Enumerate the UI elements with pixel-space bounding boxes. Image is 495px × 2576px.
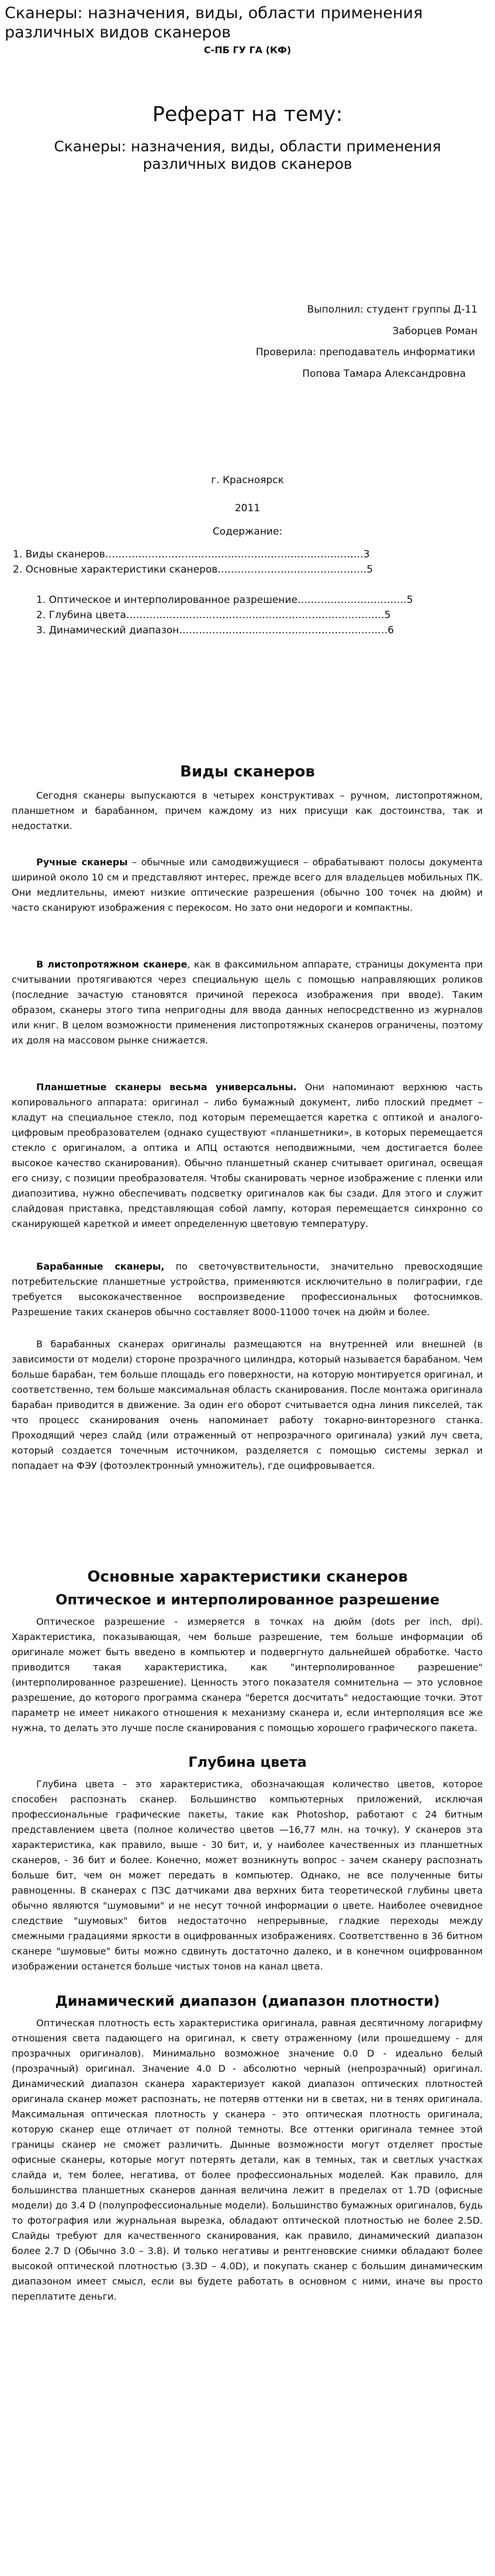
table-of-contents-sub [36,592,413,638]
paragraph-drum-scanners [12,1259,483,1320]
abstract-subtitle [0,138,495,173]
table-of-contents [13,547,373,577]
toc-subitem[interactable]: 2. Глубина цвета……………………………………………………………………5 [36,609,391,621]
text-flatbed-scanners: Они напоминают верхнюю часть копировального аппарата: оригинал – либо бумажный документ, либо плоский предмет – кладут на специальное стекло, под которым перемещается каретка с оптикой и аналого-цифровым преобразователем (однако существуют «планшетники», в которых перемещается стекло с оригиналом, а оптика и АПЦ остаются неподвижными, чем достигается более высокое качество сканирования). Обычно планшетный сканер считывает оригинал, освещая его снизу, с позиции преобразователя. Чтобы сканировать черное изображение с пленки или диапозитива, нужно обеспечивать подсветку оригиналов как бы сзади. Для этого и служит слайдовая приставка, представляющая собой лампу, которая перемещается синхронно со сканирующей кареткой и имеет определенную цветовую температуру. [12,1081,483,1229]
abstract-title: Реферат на тему: [152,103,343,126]
text-hand-scanners: – обычные или самодвижущиеся – обрабатывают полосы документа шириной около 10 см и представляют интерес, прежде всего для владельцев мобильных ПК. Они медлительны, имеют низкие оптические разрешения (обычно 100 точек на дюйм) и часто сканируют изображения с перекосом. Но зато они недороги и компактны. [12,857,483,913]
paragraph-resolution: Оптическое разрешение - измеряется в точках на дюйм (dots per inch, dpi). Характеристика, показывающая, чем больше разрешение, тем больше информации об оригинале может быть введено в компьютер и подвергнуто дальнейшей обработке. Часто приводится такая характеристика, как "интерполированное разрешение"(интерполированное разрешение). Ценность этого показателя сомнительна — это условное разрешение, до которого программа сканера "берется досчитать" недостающие точки. Этот параметр не имеет никакого отношения к механизму сканера и, если интерполяция все же нужна, то делать это лучше после сканирования с помощью хорошего графического пакета. [12,1616,483,1733]
document-title: Сканеры: назначения, виды, области применения различных видов сканеров [5,4,423,41]
student-name: Заборцев Роман [392,325,477,337]
abstract-subtitle-line-1: Сканеры: назначения, виды, области применения [54,138,441,155]
text-sheetfed-scanners: , как в факсимильном аппарате, страницы документа при считывании протягиваются через специальную щель с помощью направляющих роликов (последние зачастую становятся причиной перекоса изображения при вводе). Таким образом, сканеры этого типа непригодны для ввода данных непосредственно из журналов или книг. В целом возможности применения листопротяжных сканеров ограничены, поэтому их доля на массовом рынке снижается. [12,959,483,1046]
paragraph-dynamic-range: Оптическая плотность есть характеристика оригинала, равная десятичному логарифму отношения света падающего на оригинал, к свету отраженному (или прошедшему - для прозрачных оригиналов). Минимально возможное значение 0.0 D - идеально белый (прозрачный) оригинал. Значение 4.0 D - абсолютно черный (непрозрачный) оригинал. Динамический диапазон сканера характеризует какой диапазон оптических плотностей оригинала сканер может распознать, не потеряв оттенки ни в светах, ни в тенях оригинала. Максимальная оптическая плотность у сканера - это оптическая плотность оригинала, которую сканер еще отличает от полной темноты. Все оттенки оригинала темнее этой границы сканер не сможет различить. Дынные возможности могут отделяет простые офисные сканеры, которые могут потерять детали, как в темных, так и светлых участках слайда и, тем более, негатива, от более профессиональных моделей. Как правило, для большинства планшетных сканеров данная величина лежит в пределах от 1.7D (офисные модели) до 3.4 D (полупрофессиональные модели). Большинство бумажных оригиналов, будь то фотография или журнальная вырезка, обладают оптической плотностью не более 2.5D. Слайды требуют для качественного сканирования, как правило, динамический диапазон более 2.7 D (Обычно 3.0 – 3.8). И только негативы и рентгеновские снимки обладают более высокой оптической плотностью (3.3D – 4.0D), и покупать сканер с большим динамическим диапазоном имеет смысл, если вы будете работать в основном с ними, иначе вы просто переплатите деньги. [12,2017,483,2302]
contents-label: Содержание: [212,526,283,538]
toc-subitem[interactable]: 1. Оптическое и интерполированное разрешение……………………………5 [36,594,413,606]
subsection-heading-dynamic-range: Динамический диапазон (диапазон плотности) [55,1993,440,2009]
city-label: г. Красноярск [211,474,284,486]
teacher-name: Попова Тамара Александровна [302,368,466,380]
done-by-label: Выполнил: студент группы Д-11 [307,304,477,316]
paragraph-sheetfed-scanners [12,957,483,1048]
toc-item[interactable]: 1. Виды сканеров……………………………………………………………………3 [13,549,370,560]
abstract-subtitle-line-2: различных видов сканеров [143,155,352,172]
term-hand-scanners: Ручные сканеры [36,857,128,868]
paragraph-intro: Сегодня сканеры выпускаются в четырех конструктивах – ручном, листопротяжном, планшетном и барабанном, причем каждому из них присущи как достоинства, так и недостатки. [12,790,483,831]
paragraph-hand-scanners [12,855,483,916]
paragraph-flatbed-scanners [12,1080,483,1232]
subsection-heading-resolution: Оптическое и интерполированное разрешение [55,1592,440,1608]
toc-subitem[interactable]: 3. Динамический диапазон………………………………………………………6 [36,625,394,636]
section-heading-characteristics: Основные характеристики сканеров [87,1568,408,1586]
section-heading-scanner-types: Виды сканеров [180,763,315,781]
checked-by-label: Проверила: преподаватель информатики [255,346,475,358]
subsection-heading-color-depth: Глубина цвета [188,1754,307,1770]
year-label: 2011 [234,502,261,514]
term-sheetfed-scanners: В листопротяжном сканере [36,959,188,970]
paragraph-drum-details: В барабанных сканерах оригиналы размещаются на внутренней или внешней (в зависимости от модели) стороне прозрачного цилиндра, который называется барабаном. Чем больше барабан, тем больше площадь его поверхности, на которую монтируется оригинал, и соответственно, тем больше максимальная область сканирования. После монтажа оригинала барабан приводится в движение. За один его оборот считывается одна линия пикселей, так что процесс сканирования очень напоминает работу токарно-винторезного станка. Проходящий через слайд (или отраженный от непрозрачного оригинала) узкий луч света, который создается точечным источником, разделяется с помощью системы зеркал и попадает на ФЭУ (фотоэлектронный умножитель), где оцифровывается. [12,1339,483,1471]
text-drum-scanners: по светочувствительности, значительно превосходящие потребительские планшетные устройства, применяются исключительно в полиграфии, где требуется высококачественное воспроизведение профессиональных фотоснимков. Разрешение таких сканеров обычно составляет 8000-11000 точек на дюйм и более. [12,1261,483,1318]
paragraph-color-depth: Глубина цвета – это характеристика, обозначающая количество цветов, которое способен распознать сканер. Большинство компьютерных приложений, исключая профессиональные графические пакеты, такие как Photoshop, работают с 24 битным представлением цвета (полное количество цветов —16,77 млн. на точку). У сканеров эта характеристика, как правило, выше - 30 бит, и, у наиболее качественных из планшетных сканеров, - 36 бит и более. Конечно, может возникнуть вопрос - зачем сканеру распознать больше бит, чем он может передать в компьютер. Однако, не все полученные биты равноценны. В сканерах с ПЗС датчиками два верхних бита теоретической глубины цвета обычно являются "шумовыми" и не несут точной информации о цвете. Наиболее очевидное следствие "шумовых" битов недостаточно непрерывные, гладкие переходы между смежными градациями яркости в оцифрованных изображениях. Соответственно в 36 битном сканере "шумовые" биты можно сдвинуть достаточно далеко, и в конечном оцифрованном изображении останется больше чистых тонов на канал цвета. [12,1778,483,1972]
organization-label: С-ПБ ГУ ГА (КФ) [203,44,292,56]
toc-item[interactable]: 2. Основные характеристики сканеров………………………………………5 [13,564,373,575]
term-drum-scanners: Барабанные сканеры, [36,1261,165,1272]
term-flatbed-scanners: Планшетные сканеры весьма универсальны. [36,1081,297,1093]
